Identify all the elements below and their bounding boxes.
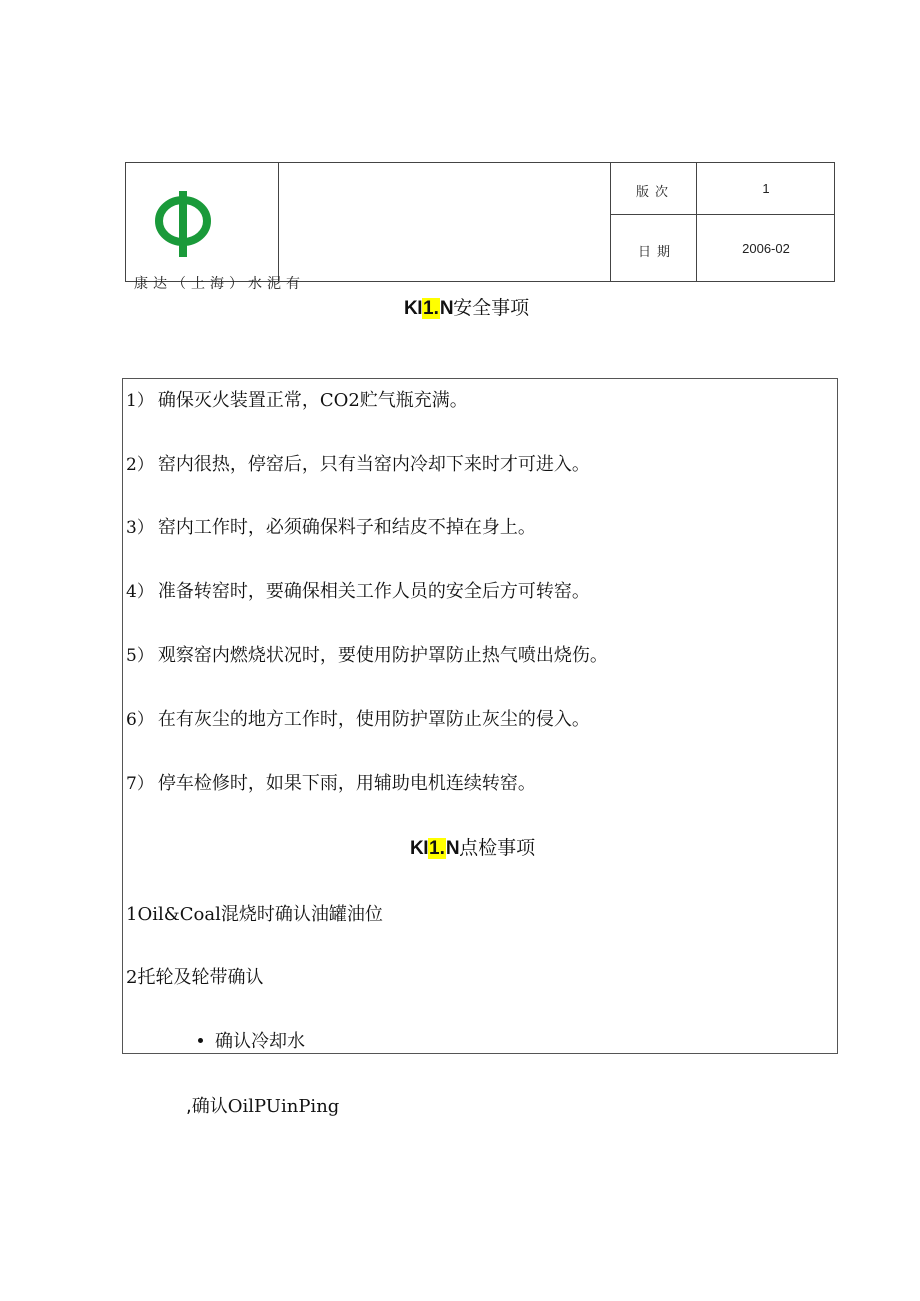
safety-item [126, 513, 536, 539]
check-title-code: KI [410, 838, 428, 859]
check-title-highlight: 1. [429, 838, 445, 859]
safety-item [126, 577, 590, 603]
safety-title-text: 安全事项 [453, 298, 530, 319]
check-item [126, 900, 383, 926]
item-number: 4） [126, 582, 154, 602]
item-text: 托轮及轮带确认 [137, 967, 264, 988]
item-text: 在有灰尘的地方工作时，使用防护罩防止灰尘的侵入。 [157, 709, 590, 730]
item-number: 2 [126, 967, 138, 988]
safety-title-highlight: 1. [423, 298, 439, 319]
item-number: 7） [126, 774, 154, 794]
header-table [125, 162, 835, 292]
extra-line-code: OilPUinPing [227, 1096, 340, 1117]
header-divider [278, 163, 279, 281]
item-text: 窑内很热，停窑后，只有当窑内冷却下来时才可进入。 [157, 454, 590, 475]
item-text: 观察窑内燃烧状况时，要使用防护罩防止热气喷出烧伤。 [157, 645, 608, 666]
check-title-code-suffix: N [445, 838, 460, 859]
item-number: 6） [126, 710, 154, 730]
item-text: 确保灭火装置正常， [157, 390, 320, 411]
bullet-text: 确认冷却水 [215, 1031, 305, 1052]
item-text-cont: 贮气瓶充满。 [359, 390, 468, 411]
check-title [410, 833, 535, 860]
version-value: 1 [762, 181, 770, 196]
item-number: 3） [126, 518, 154, 538]
version-label: 版次 [636, 185, 675, 200]
company-logo-icon [150, 185, 216, 261]
company-name: 康达（上海）水泥有 [134, 276, 305, 292]
bullet-icon [198, 1038, 203, 1043]
check-item [126, 963, 263, 989]
safety-item [126, 386, 468, 412]
header-row-divider [610, 214, 834, 215]
item-number: 2） [126, 455, 154, 475]
item-text: 混烧时确认油罐油位 [220, 904, 383, 925]
item-text: 窑内工作时，必须确保料子和结皮不掉在身上。 [157, 517, 536, 538]
item-number: 5） [126, 646, 154, 666]
date-label: 日期 [638, 245, 677, 260]
safety-title [404, 293, 529, 320]
safety-item [126, 450, 590, 476]
item-number: 1） [126, 391, 154, 411]
item-code: CO2 [319, 390, 360, 411]
safety-item [126, 705, 590, 731]
item-text: 停车检修时，如果下雨，用辅助电机连续转窑。 [157, 773, 536, 794]
safety-item [126, 641, 608, 667]
safety-item [126, 769, 536, 795]
logo-cell [126, 163, 305, 292]
item-code: 1Oil&Coal [126, 904, 221, 925]
item-text: 准备转窑时，要确保相关工作人员的安全后方可转窑。 [157, 581, 590, 602]
header-divider [610, 163, 611, 281]
safety-title-code-suffix: N [439, 298, 454, 319]
check-bullet-item [198, 1027, 305, 1053]
date-value: 2006-02 [742, 241, 790, 256]
check-title-text: 点检事项 [459, 838, 536, 859]
check-extra-line [186, 1092, 339, 1118]
safety-title-code: KI [404, 298, 422, 319]
extra-line-text: ,确认 [186, 1096, 228, 1117]
